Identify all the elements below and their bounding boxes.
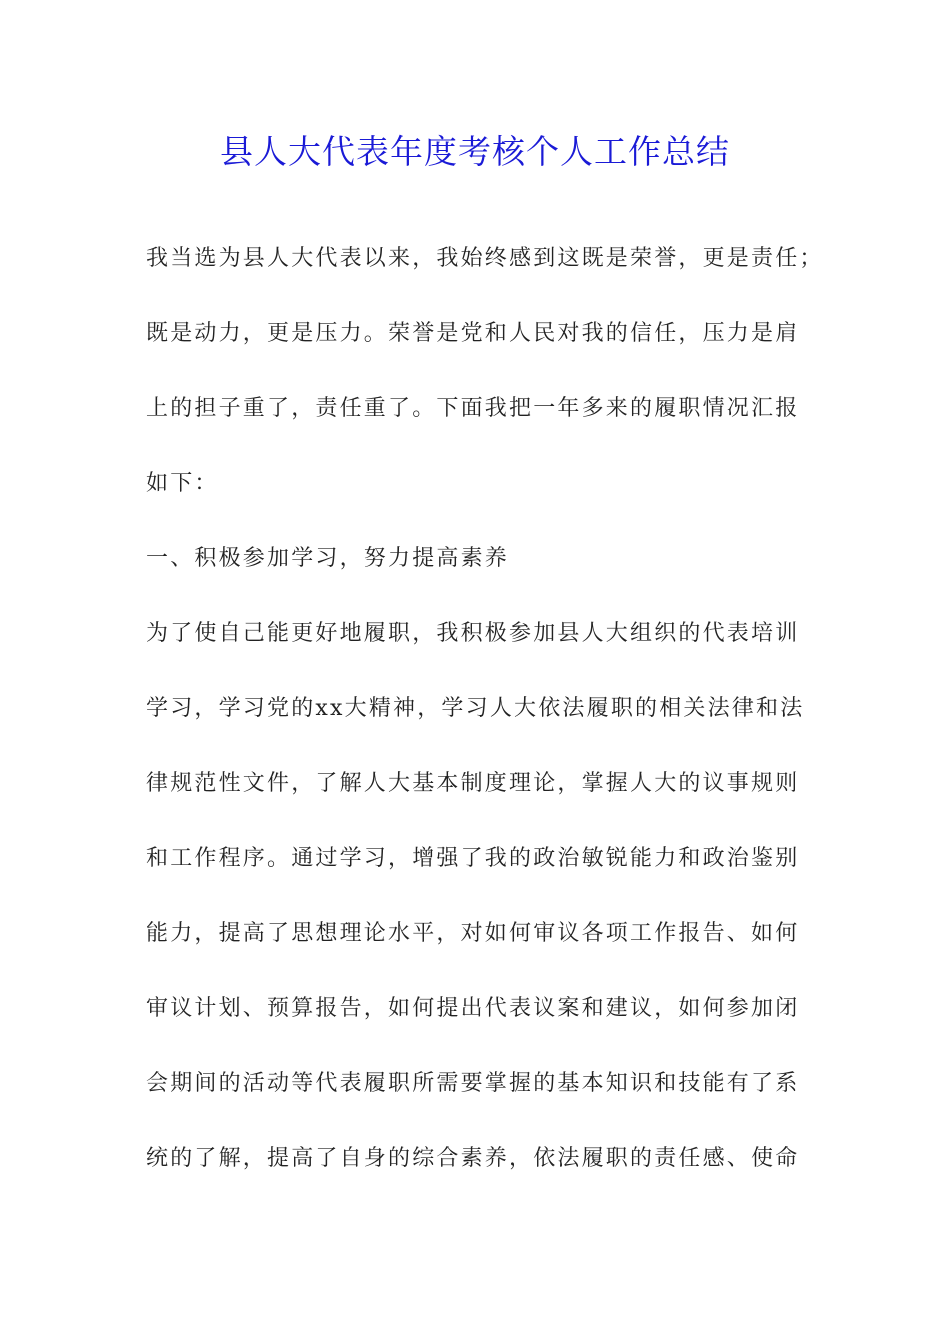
body-line: 我当选为县人大代表以来，我始终感到这既是荣誉，更是责任； [146,246,824,271]
body-line: 上的担子重了，责任重了。下面我把一年多来的履职情况汇报 [146,396,800,421]
body-line: 学习，学习党的xx大精神，学习人大依法履职的相关法律和法 [146,696,805,721]
section-heading: 一、积极参加学习，努力提高素养 [146,546,510,571]
body-line: 为了使自己能更好地履职，我积极参加县人大组织的代表培训 [146,621,800,646]
body-line: 会期间的活动等代表履职所需要掌握的基本知识和技能有了系 [146,1071,800,1096]
body-line: 如下： [146,471,219,496]
body-line: 能力，提高了思想理论水平，对如何审议各项工作报告、如何 [146,921,800,946]
body-line: 和工作程序。通过学习，增强了我的政治敏锐能力和政治鉴别 [146,846,800,871]
body-line: 统的了解，提高了自身的综合素养，依法履职的责任感、使命 [146,1146,800,1171]
body-line: 既是动力，更是压力。荣誉是党和人民对我的信任，压力是肩 [146,321,800,346]
body-line: 律规范性文件，了解人大基本制度理论，掌握人大的议事规则 [146,771,800,796]
body-line: 审议计划、预算报告，如何提出代表议案和建议，如何参加闭 [146,996,800,1021]
document-title: 县人大代表年度考核个人工作总结 [220,132,730,171]
